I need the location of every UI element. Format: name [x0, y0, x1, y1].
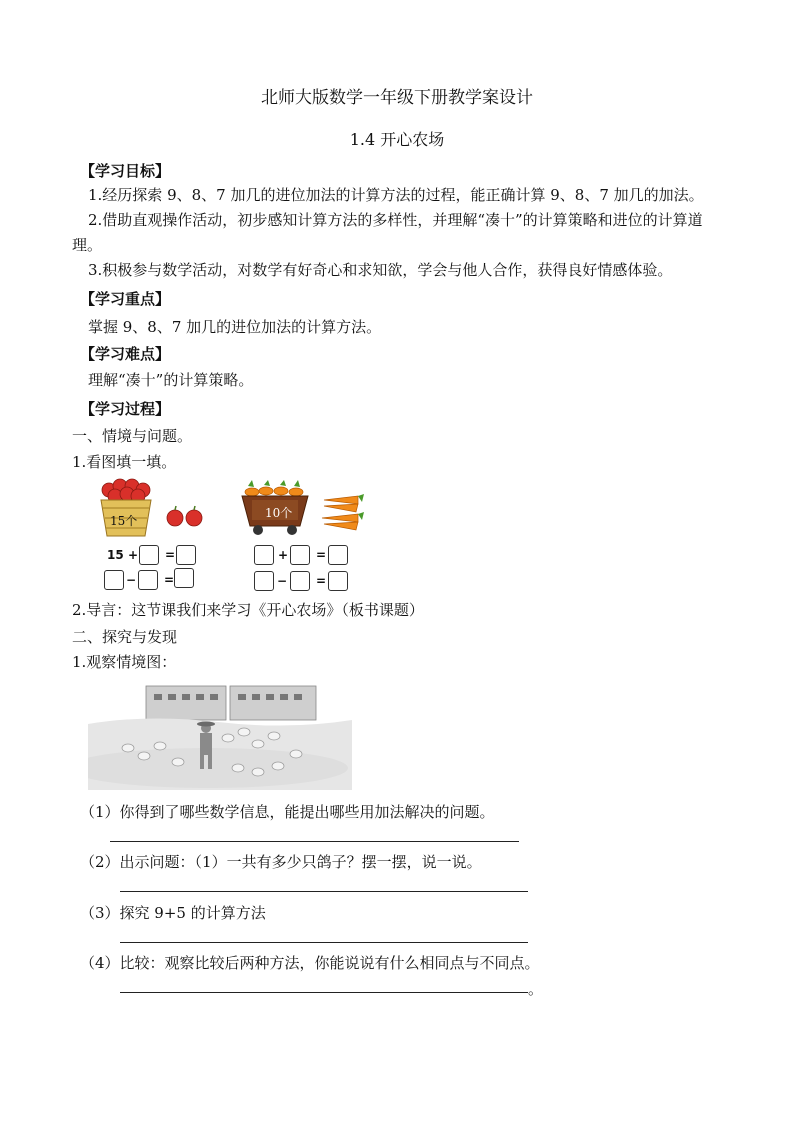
goal-item-3: 3.积极参与数学活动，对数学有好奇心和求知欲，学会与他人合作，获得良好情感体验。 — [88, 261, 673, 279]
answer-box[interactable] — [328, 571, 348, 591]
minus-sign: − — [126, 573, 137, 587]
carrot-count-label: 10个 — [265, 506, 293, 520]
step1-text: 1.看图填一填。 — [72, 453, 177, 471]
answer-box[interactable] — [290, 545, 310, 565]
end-period: 。 — [528, 980, 544, 998]
equals-sign: = — [316, 574, 327, 588]
farm-scene-image — [88, 678, 352, 790]
plus-sign: + — [128, 548, 139, 562]
answer-line[interactable] — [120, 891, 528, 892]
difficulty-text: 理解“凑十”的计算策略。 — [88, 371, 254, 389]
goal-item-1: 1.经历探索 9、8、7 加几的进位加法的计算方法的过程，能正确计算 9、8、7 加几的加法。 — [88, 186, 704, 204]
minus-sign: − — [277, 574, 288, 588]
equation-number-15: 15 — [107, 548, 124, 562]
answer-box[interactable] — [174, 568, 194, 588]
equals-sign: = — [165, 548, 176, 562]
part1-heading: 一、情境与问题。 — [72, 427, 193, 445]
answer-box[interactable] — [138, 570, 158, 590]
part2-heading: 二、探究与发现 — [72, 628, 178, 646]
equals-sign: = — [316, 548, 327, 562]
question-1: （1）你得到了哪些数学信息，能提出哪些用加法解决的问题。 — [80, 803, 495, 821]
answer-box[interactable] — [176, 545, 196, 565]
apple-count-label: 15个 — [110, 514, 138, 528]
answer-line[interactable] — [120, 942, 528, 943]
carrots-icon — [318, 492, 364, 532]
observe-text: 1.观察情境图： — [72, 653, 177, 671]
question-3: （3）探究 9+5 的计算方法 — [80, 904, 266, 922]
answer-line[interactable] — [120, 992, 528, 993]
answer-line[interactable] — [110, 841, 519, 842]
question-2: （2）出示问题：（1）一共有多少只鸽子？摆一摆，说一说。 — [80, 853, 482, 871]
answer-box[interactable] — [328, 545, 348, 565]
answer-box[interactable] — [290, 571, 310, 591]
page-title: 北师大版数学一年级下册教学案设计 — [261, 88, 533, 108]
plus-sign: + — [278, 548, 289, 562]
goals-heading: 【学习目标】 — [80, 162, 171, 180]
step2-text: 2.导言：这节课我们来学习《开心农场》（板书课题） — [72, 601, 424, 619]
question-4: （4）比较：观察比较后两种方法，你能说说有什么相同点与不同点。 — [80, 954, 540, 972]
answer-box[interactable] — [254, 571, 274, 591]
difficulty-heading: 【学习难点】 — [80, 345, 171, 363]
keypoint-text: 掌握 9、8、7 加几的进位加法的计算方法。 — [88, 318, 382, 336]
two-apples-icon — [165, 505, 205, 529]
answer-box[interactable] — [104, 570, 124, 590]
keypoint-heading: 【学习重点】 — [80, 290, 171, 308]
process-heading: 【学习过程】 — [80, 400, 171, 418]
answer-box[interactable] — [254, 545, 274, 565]
lesson-title: 1.4 开心农场 — [349, 130, 445, 149]
answer-box[interactable] — [139, 545, 159, 565]
goal-item-2: 2.借助直观操作活动，初步感知计算方法的多样性，并理解“凑十”的计算策略和进位的计算道理。 — [72, 211, 703, 254]
equals-sign: = — [164, 573, 175, 587]
